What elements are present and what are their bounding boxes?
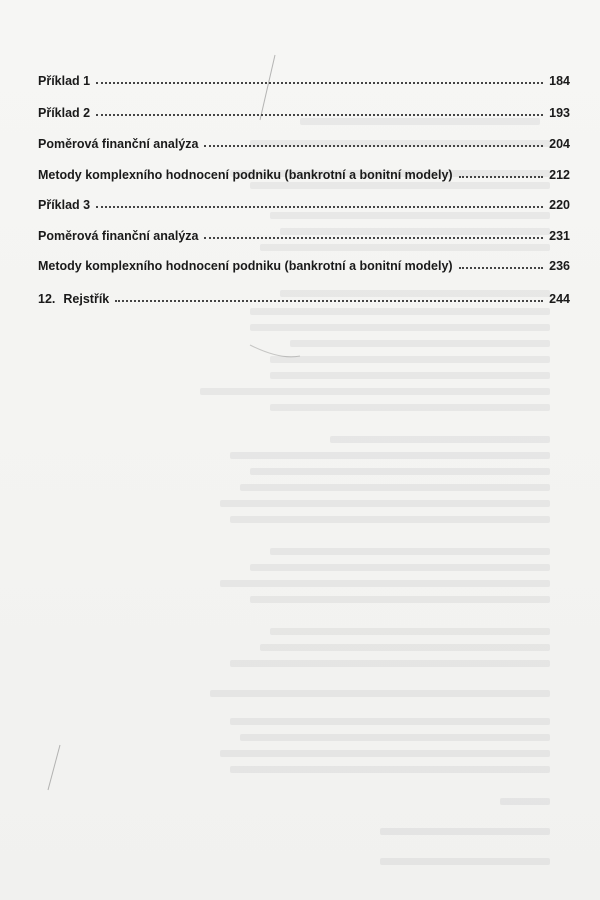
toc-entry-metody-hodnoceni[interactable]	[38, 160, 570, 182]
toc-entry-page: 204	[549, 137, 570, 151]
dot-leader	[459, 176, 544, 178]
toc-entry-title: Rejstřík	[63, 292, 110, 306]
toc-entry-title: Poměrová finanční analýza	[38, 229, 199, 243]
toc-entry-title: Metody komplexního hodnocení podniku (bankrotní a bonitní modely)	[38, 168, 453, 182]
toc-entry-priklad-2[interactable]	[38, 98, 570, 120]
dot-leader	[96, 82, 543, 84]
toc-entry-title: Příklad 3	[38, 198, 91, 212]
dot-leader	[204, 145, 543, 147]
dot-leader	[96, 206, 543, 208]
toc-entry-pomerova-analyza[interactable]	[38, 129, 570, 151]
toc-entry-priklad-3[interactable]	[38, 190, 570, 212]
toc-entry-metody-hodnoceni-2[interactable]	[38, 251, 570, 273]
dot-leader	[96, 114, 543, 116]
toc-entry-number: 12.	[38, 292, 56, 306]
toc-entry-page: 212	[549, 168, 570, 182]
dot-leader	[459, 267, 544, 269]
toc-entry-rejstrik[interactable]	[38, 284, 570, 306]
toc-entry-page: 244	[549, 292, 570, 306]
toc-entry-priklad-1[interactable]	[38, 66, 570, 88]
dot-leader	[115, 300, 543, 302]
toc-entry-page: 184	[549, 74, 570, 88]
toc-entry-page: 220	[549, 198, 570, 212]
toc-entry-title: Metody komplexního hodnocení podniku (bankrotní a bonitní modely)	[38, 259, 453, 273]
dot-leader	[204, 237, 543, 239]
toc-entry-page: 193	[549, 106, 570, 120]
toc-entry-page: 231	[549, 229, 570, 243]
toc-entry-title: Příklad 1	[38, 74, 91, 88]
toc-entry-title: Příklad 2	[38, 106, 91, 120]
toc-entry-title: Poměrová finanční analýza	[38, 137, 199, 151]
toc-entry-pomerova-analyza-2[interactable]	[38, 221, 570, 243]
toc-entry-page: 236	[549, 259, 570, 273]
